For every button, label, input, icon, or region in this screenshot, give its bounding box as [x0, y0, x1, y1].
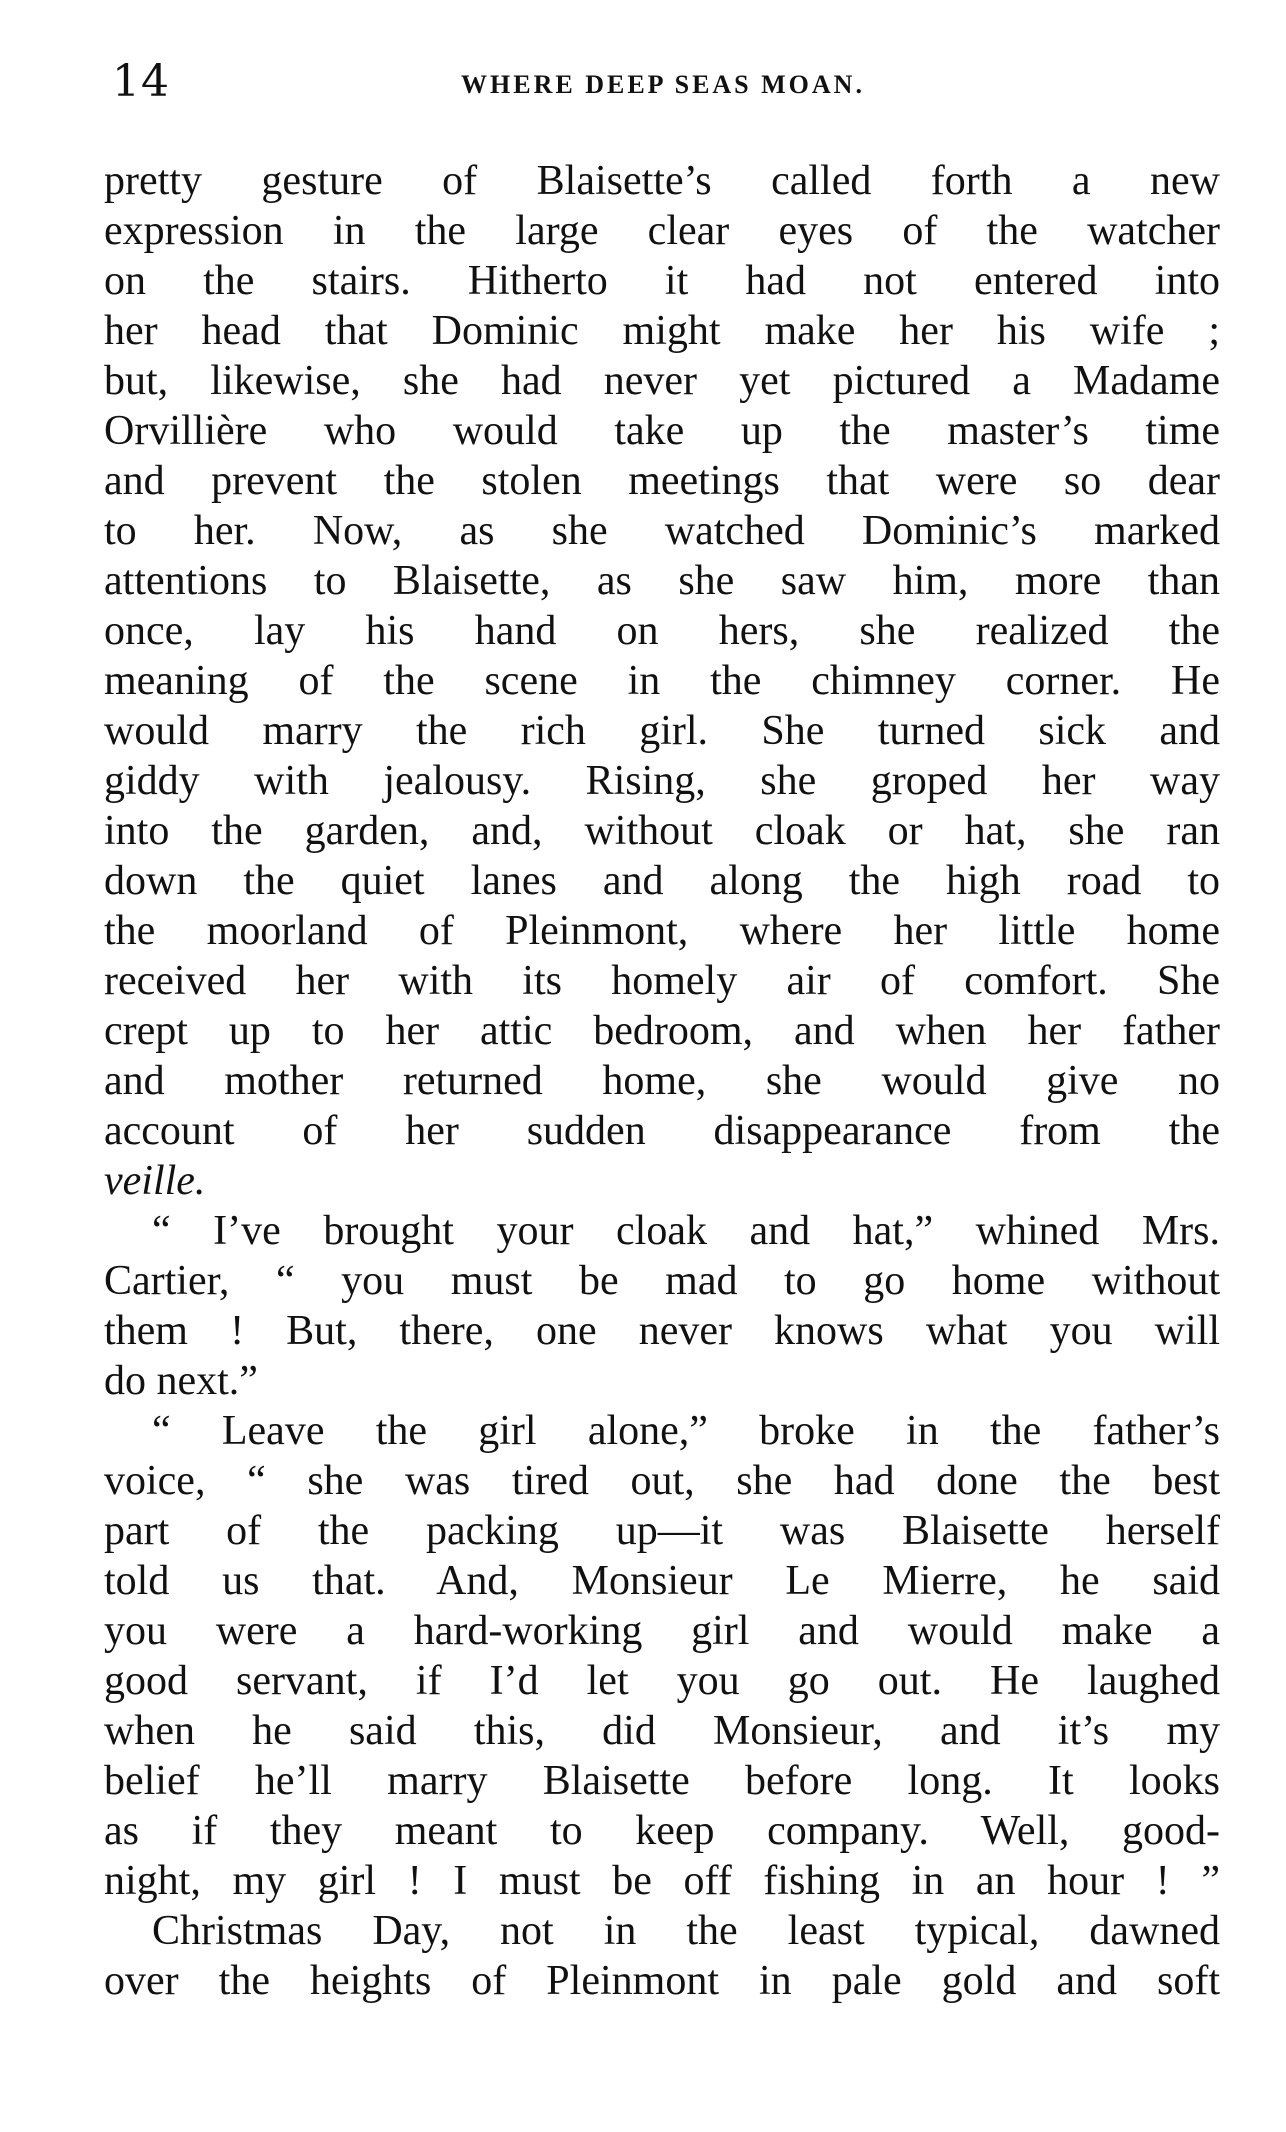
page-number: 14 — [112, 56, 170, 107]
text-line: her head that Dominic might make her his wife ; — [104, 308, 1220, 354]
text-line: but, likewise, she had never yet pictured a Madame — [104, 358, 1220, 404]
text-line: over the heights of Pleinmont in pale gold and soft — [104, 1958, 1220, 2004]
text-line: pretty gesture of Blaisette’s called forth a new — [104, 158, 1220, 204]
text-line: Christmas Day, not in the least typical, dawned — [152, 1908, 1220, 1954]
text-line: night, my girl ! I must be off fishing in an hour ! ” — [104, 1858, 1220, 1904]
text-line: part of the packing up—it was Blaisette herself — [104, 1508, 1220, 1554]
text-line: told us that. And, Monsieur Le Mierre, he said — [104, 1558, 1220, 1604]
text-line: meaning of the scene in the chimney corner. He — [104, 658, 1220, 704]
running-title: WHERE DEEP SEAS MOAN. — [461, 70, 865, 99]
text-line: belief he’ll marry Blaisette before long. It looks — [104, 1758, 1220, 1804]
text-line: “ Leave the girl alone,” broke in the father’s — [152, 1408, 1220, 1454]
text-line: do next.” — [104, 1358, 258, 1404]
text-line: down the quiet lanes and along the high road to — [104, 858, 1220, 904]
text-line: voice, “ she was tired out, she had done the best — [104, 1458, 1220, 1504]
text-line: once, lay his hand on hers, she realized the — [104, 608, 1220, 654]
text-line: and prevent the stolen meetings that were so dear — [104, 458, 1220, 504]
body-text — [104, 156, 1220, 2006]
text-line: Cartier, “ you must be mad to go home without — [104, 1258, 1220, 1304]
text-line: and mother returned home, she would give no — [104, 1058, 1220, 1104]
text-line: giddy with jealousy. Rising, she groped her way — [104, 758, 1220, 804]
text-line: good servant, if I’d let you go out. He laughed — [104, 1658, 1220, 1704]
italic-word: veille. — [104, 1158, 206, 1204]
text-line: expression in the large clear eyes of the watcher — [104, 208, 1220, 254]
text-line: to her. Now, as she watched Dominic’s marked — [104, 508, 1220, 554]
text-line: attentions to Blaisette, as she saw him, more than — [104, 558, 1220, 604]
text-line: when he said this, did Monsieur, and it’s my — [104, 1708, 1220, 1754]
text-line: received her with its homely air of comfort. She — [104, 958, 1220, 1004]
text-line: you were a hard-working girl and would make a — [104, 1608, 1220, 1654]
text-line: Orvillière who would take up the master’s time — [104, 408, 1220, 454]
text-line: on the stairs. Hitherto it had not entered into — [104, 258, 1220, 304]
running-head — [0, 52, 1286, 112]
text-line: into the garden, and, without cloak or hat, she ran — [104, 808, 1220, 854]
text-line-italic — [104, 1156, 1220, 1206]
text-line: account of her sudden disappearance from the — [104, 1108, 1220, 1154]
text-line: crept up to her attic bedroom, and when her father — [104, 1008, 1220, 1054]
text-line: “ I’ve brought your cloak and hat,” whined Mrs. — [152, 1208, 1220, 1254]
text-line: would marry the rich girl. She turned sick and — [104, 708, 1220, 754]
text-line: them ! But, there, one never knows what you will — [104, 1308, 1220, 1354]
text-line: as if they meant to keep company. Well, good- — [104, 1808, 1220, 1854]
text-line: the moorland of Pleinmont, where her little home — [104, 908, 1220, 954]
